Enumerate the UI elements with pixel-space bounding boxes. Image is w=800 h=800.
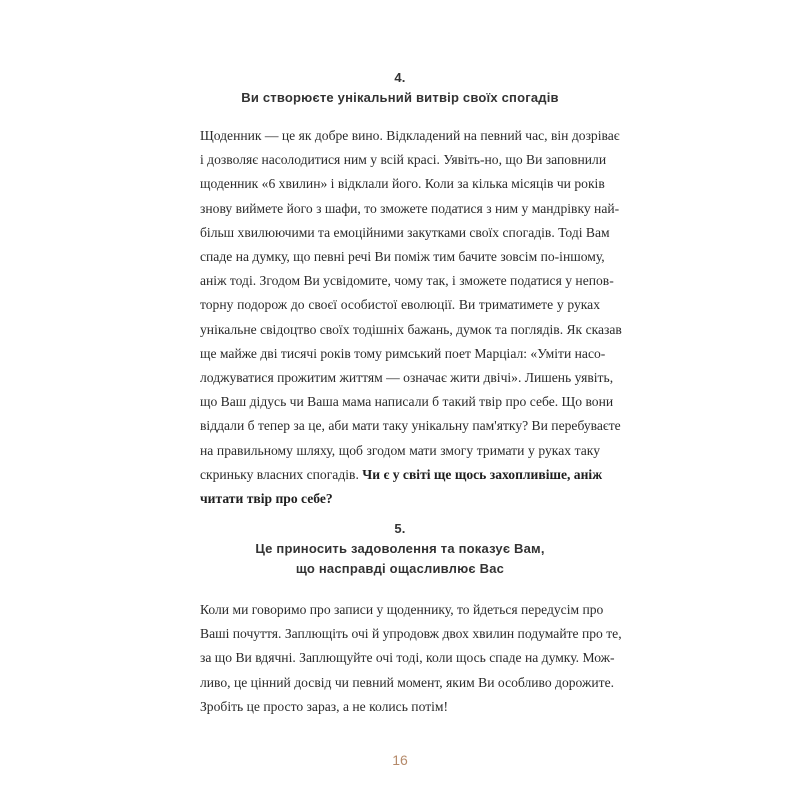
text-line: спаде на думку, що певні речі Ви поміж тим бачите зовсім по-іншому, [200, 249, 605, 265]
section-5-paragraph [200, 598, 622, 719]
text-line: знову виймете його з шафи, то зможете податися з ним у мандрівку най- [200, 200, 620, 216]
text-line: Коли ми говоримо про записи у щоденнику, то йдеться передусім про [200, 602, 604, 617]
text-line-normal: скриньку власних спогадів. [200, 466, 363, 482]
text-line: торну подорож до своєї особистої еволюції. Ви триматимете у руках [200, 297, 600, 313]
section-4-heading [200, 68, 600, 108]
highlighted-question-end: читати твір про себе? [200, 491, 333, 507]
text-line: Щоденник — це як добре вино. Відкладений на певний час, він дозріває [200, 128, 620, 143]
text-line: більш хвилюючими та емоційними закутками своїх спогадів. Тоді Вам [200, 224, 610, 240]
text-line: Ваші почуття. Заплющіть очі й упродовж двох хвилин подумайте про те, [200, 626, 622, 642]
text-line: і дозволяє насолодитися ним у всій красі. Уявіть-но, що Ви заповнили [200, 152, 607, 168]
text-line: аніж тоді. Згодом Ви усвідомите, чому так, і зможете податися у непов- [200, 273, 614, 289]
section-5-title-line-2: що насправді ощасливлює Вас [295, 561, 505, 576]
text-line: що Ваш дідусь чи Ваша мама написали б такий твір про себе. Що вони [200, 394, 614, 410]
text-line: щоденник «6 хвилин» і відклали його. Коли за кілька місяців чи років [200, 176, 605, 192]
section-5-number: 5. [394, 521, 406, 536]
text-line [200, 463, 603, 487]
highlighted-question: Чи є у світі ще щось захопливіше, аніж [362, 466, 603, 482]
text-line: за що Ви вдячні. Заплющуйте очі тоді, коли щось спаде на думку. Мож- [200, 650, 615, 666]
text-line: Зробіть це просто зараз, а не колись потім! [200, 698, 449, 714]
section-5-title-line-1: Це приносить задоволення та показує Вам, [255, 541, 545, 556]
page-number: 16 [392, 752, 408, 768]
text-line: ливо, це цінний досвід чи певний момент, яким Ви особливо дорожите. [200, 674, 615, 690]
text-line: унікальне свідоцтво своїх тодішніх бажань, думок та поглядів. Як сказав [200, 321, 622, 337]
text-line: лоджуватися прожитим життям — означає жити двічі». Лишень уявіть, [200, 370, 614, 386]
text-line: віддали б тепер за це, аби мати таку унікальну пам'ятку? Ви перебуваєте [200, 418, 621, 434]
text-line: ще майже дві тисячі років тому римський поет Марціал: «Уміти насо- [200, 345, 606, 361]
section-4-number: 4. [394, 70, 406, 85]
section-5-heading [200, 519, 600, 579]
text-line [200, 487, 600, 511]
text-line: на правильному шляху, щоб згодом мати змогу тримати у руках таку [200, 442, 600, 458]
section-4-paragraph [200, 124, 622, 511]
section-4-title: Ви створюєте унікальний витвір своїх спогадів [241, 90, 559, 105]
